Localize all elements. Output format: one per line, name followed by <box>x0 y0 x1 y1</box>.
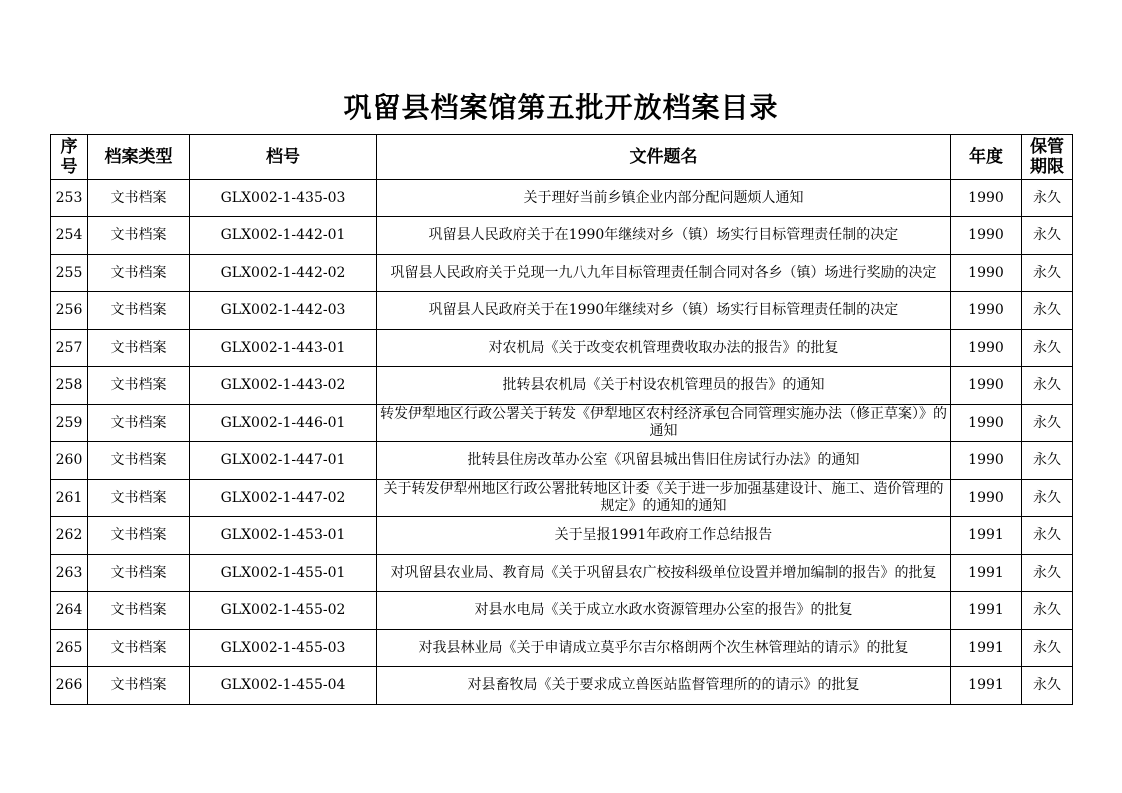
cell-archive-type: 文书档案 <box>88 630 190 667</box>
table-row <box>51 180 1073 217</box>
cell-serial: 254 <box>51 217 88 255</box>
cell-year: 1990 <box>951 480 1022 517</box>
cell-year: 1990 <box>951 217 1022 255</box>
cell-file-code: GLX002-1-447-02 <box>190 480 377 517</box>
cell-serial: 265 <box>51 630 88 667</box>
cell-archive-type: 文书档案 <box>88 367 190 405</box>
cell-year: 1990 <box>951 367 1022 405</box>
cell-retention: 永久 <box>1022 480 1073 517</box>
cell-file-title: 对巩留县农业局、教育局《关于巩留县农广校按科级单位设置并增加编制的报告》的批复 <box>377 555 951 592</box>
cell-file-title: 批转县住房改革办公室《巩留县城出售旧住房试行办法》的通知 <box>377 442 951 480</box>
cell-archive-type: 文书档案 <box>88 255 190 292</box>
table-row <box>51 255 1073 292</box>
cell-serial: 258 <box>51 367 88 405</box>
cell-file-title: 对我县林业局《关于申请成立莫乎尔吉尔格朗两个次生林管理站的请示》的批复 <box>377 630 951 667</box>
table-row <box>51 405 1073 442</box>
cell-retention: 永久 <box>1022 255 1073 292</box>
cell-archive-type: 文书档案 <box>88 180 190 217</box>
cell-retention: 永久 <box>1022 517 1073 555</box>
cell-archive-type: 文书档案 <box>88 330 190 367</box>
cell-serial: 264 <box>51 592 88 630</box>
cell-archive-type: 文书档案 <box>88 480 190 517</box>
cell-retention: 永久 <box>1022 330 1073 367</box>
cell-serial: 253 <box>51 180 88 217</box>
cell-file-code: GLX002-1-442-03 <box>190 292 377 330</box>
cell-serial: 260 <box>51 442 88 480</box>
catalog-table <box>50 134 1073 705</box>
cell-year: 1991 <box>951 517 1022 555</box>
cell-serial: 257 <box>51 330 88 367</box>
cell-file-title: 对农机局《关于改变农机管理费收取办法的报告》的批复 <box>377 330 951 367</box>
cell-retention: 永久 <box>1022 180 1073 217</box>
table-row <box>51 480 1073 517</box>
cell-serial: 256 <box>51 292 88 330</box>
cell-retention: 永久 <box>1022 667 1073 705</box>
cell-serial: 259 <box>51 405 88 442</box>
cell-year: 1990 <box>951 405 1022 442</box>
cell-retention: 永久 <box>1022 405 1073 442</box>
table-row <box>51 667 1073 705</box>
table-row <box>51 592 1073 630</box>
cell-file-code: GLX002-1-455-04 <box>190 667 377 705</box>
cell-archive-type: 文书档案 <box>88 442 190 480</box>
table-row <box>51 630 1073 667</box>
header-serial: 序号 <box>51 135 88 180</box>
cell-file-title: 关于转发伊犁州地区行政公署批转地区计委《关于进一步加强基建设计、施工、造价管理的规定》的通知的通知 <box>377 480 951 517</box>
cell-file-title: 对县水电局《关于成立水政水资源管理办公室的报告》的批复 <box>377 592 951 630</box>
table-row <box>51 367 1073 405</box>
cell-file-code: GLX002-1-435-03 <box>190 180 377 217</box>
cell-file-code: GLX002-1-446-01 <box>190 405 377 442</box>
cell-file-title: 巩留县人民政府关于在1990年继续对乡（镇）场实行目标管理责任制的决定 <box>377 292 951 330</box>
cell-archive-type: 文书档案 <box>88 517 190 555</box>
cell-retention: 永久 <box>1022 630 1073 667</box>
cell-retention: 永久 <box>1022 555 1073 592</box>
cell-file-title: 巩留县人民政府关于兑现一九八九年目标管理责任制合同对各乡（镇）场进行奖励的决定 <box>377 255 951 292</box>
table-row <box>51 217 1073 255</box>
table-row <box>51 517 1073 555</box>
cell-archive-type: 文书档案 <box>88 217 190 255</box>
cell-archive-type: 文书档案 <box>88 592 190 630</box>
cell-file-code: GLX002-1-455-01 <box>190 555 377 592</box>
header-year: 年度 <box>951 135 1022 180</box>
header-archive-type: 档案类型 <box>88 135 190 180</box>
cell-archive-type: 文书档案 <box>88 555 190 592</box>
cell-file-code: GLX002-1-442-01 <box>190 217 377 255</box>
cell-file-title: 转发伊犁地区行政公署关于转发《伊犁地区农村经济承包合同管理实施办法（修正草案）》的通知 <box>377 405 951 442</box>
cell-file-code: GLX002-1-443-01 <box>190 330 377 367</box>
cell-year: 1991 <box>951 555 1022 592</box>
cell-retention: 永久 <box>1022 217 1073 255</box>
page-title: 巩留县档案馆第五批开放档案目录 <box>343 91 779 124</box>
table-row <box>51 555 1073 592</box>
cell-file-code: GLX002-1-447-01 <box>190 442 377 480</box>
cell-serial: 262 <box>51 517 88 555</box>
cell-retention: 永久 <box>1022 592 1073 630</box>
cell-file-title: 巩留县人民政府关于在1990年继续对乡（镇）场实行目标管理责任制的决定 <box>377 217 951 255</box>
header-file-title: 文件题名 <box>377 135 951 180</box>
cell-year: 1991 <box>951 630 1022 667</box>
cell-file-code: GLX002-1-443-02 <box>190 367 377 405</box>
cell-year: 1991 <box>951 667 1022 705</box>
cell-archive-type: 文书档案 <box>88 667 190 705</box>
cell-file-title: 关于理好当前乡镇企业内部分配问题烦人通知 <box>377 180 951 217</box>
table-row <box>51 292 1073 330</box>
cell-file-title: 关于呈报1991年政府工作总结报告 <box>377 517 951 555</box>
cell-year: 1990 <box>951 255 1022 292</box>
cell-file-code: GLX002-1-455-03 <box>190 630 377 667</box>
cell-file-code: GLX002-1-442-02 <box>190 255 377 292</box>
cell-retention: 永久 <box>1022 292 1073 330</box>
cell-serial: 266 <box>51 667 88 705</box>
cell-file-title: 对县畜牧局《关于要求成立兽医站监督管理所的的请示》的批复 <box>377 667 951 705</box>
cell-serial: 263 <box>51 555 88 592</box>
cell-year: 1991 <box>951 592 1022 630</box>
cell-year: 1990 <box>951 180 1022 217</box>
cell-year: 1990 <box>951 442 1022 480</box>
cell-retention: 永久 <box>1022 367 1073 405</box>
table-header-row <box>51 135 1073 180</box>
cell-serial: 261 <box>51 480 88 517</box>
cell-archive-type: 文书档案 <box>88 405 190 442</box>
cell-file-code: GLX002-1-455-02 <box>190 592 377 630</box>
table-row <box>51 330 1073 367</box>
cell-archive-type: 文书档案 <box>88 292 190 330</box>
header-file-code: 档号 <box>190 135 377 180</box>
cell-serial: 255 <box>51 255 88 292</box>
header-retention: 保管 期限 <box>1022 135 1073 180</box>
cell-retention: 永久 <box>1022 442 1073 480</box>
table-row <box>51 442 1073 480</box>
cell-year: 1990 <box>951 330 1022 367</box>
cell-file-code: GLX002-1-453-01 <box>190 517 377 555</box>
cell-year: 1990 <box>951 292 1022 330</box>
cell-file-title: 批转县农机局《关于村设农机管理员的报告》的通知 <box>377 367 951 405</box>
